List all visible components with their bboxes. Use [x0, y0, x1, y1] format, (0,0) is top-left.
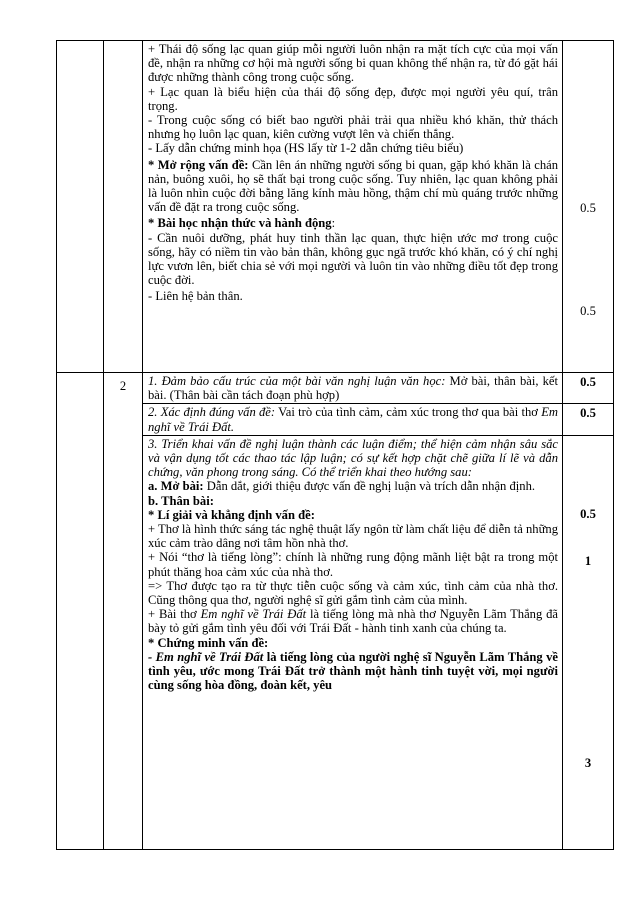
poem-title: Em nghĩ về Trái Đất	[200, 607, 307, 622]
body-heading: b. Thân bài:	[148, 493, 214, 508]
score-value: 0.5	[580, 304, 596, 318]
explain-text: + Thơ là hình thức sáng tác nghệ thuật lấy ngôn từ làm chất liệu để diễn tả những xúc cảm trào dâng nơi tâm hồn nhà thơ.	[148, 522, 558, 551]
criterion-title: 2. Xác định đúng vấn đề:	[148, 405, 276, 420]
optimism-paragraph: + Thái độ sống lạc quan giúp mỗi người luôn nhận ra mặt tích cực của mọi vấn đề, nhận ra những cơ hội mà người sống bi quan không thể nhận ra, từ đó gặt hái được những thành công trong cuộc sống.	[148, 42, 558, 85]
lesson-text: - Cần nuôi dưỡng, phát huy tinh thần lạc quan, thực hiện ước mơ trong cuộc sống, hãy có niềm tin vào bản thân, không gục ngã trước khó khăn, có ý chí nghị lực vươn lên, biết chia sẻ với mọi người và luôn tin vào những điều tốt đẹp trong cuộc đời.	[148, 230, 558, 288]
intro-text: Dẫn dắt, giới thiệu được vấn đề nghị luận và trích dẫn nhận định.	[203, 479, 536, 494]
optimism-paragraph: - Lấy dẫn chứng minh họa (HS lấy từ 1-2 dẫn chứng tiêu biểu)	[148, 141, 464, 156]
optimism-paragraph: + Lạc quan là biểu hiện của thái độ sống đẹp, được mọi người yêu quí, trân trọng.	[148, 84, 558, 113]
section-cell	[57, 373, 104, 850]
question-number-cell	[104, 41, 143, 373]
criterion-title: 3. Triển khai vấn đề nghị luận thành các luận điểm; thể hiện cảm nhận sâu sắc và vận dụng tốt các thao tác lập luận; có sự kết hợp chặt chẽ giữa lí lẽ và dẫn chứng, văn phong trong sáng. Có thể triển khai theo hướng sau:	[148, 436, 558, 480]
score-value: 0.5	[580, 201, 596, 215]
score-value: 1	[584, 553, 592, 568]
prove-text: là tiếng lòng của người nghệ sĩ Nguyễn Lãm Thắng về tình yêu, ước mong Trái Đất trở thành một hành tinh tuyệt vời, mọi người cùng sống hòa đồng, đoàn kết, yêu	[148, 649, 559, 693]
score-value: 0.5	[580, 406, 596, 421]
table-row	[57, 373, 614, 404]
question-number: 2	[119, 379, 127, 393]
optimism-paragraph: - Trong cuộc sống có biết bao người phải trải qua nhiều khó khăn, thử thách nhưng họ luôn lạc quan, kiên cường vượt lên và chiến thắng.	[148, 113, 558, 142]
criterion-text: Mở bài, thân bài, kết bài. (Thân bài cần tách đoạn phù hợp)	[148, 374, 558, 403]
expand-text: Cần lên án những người sống bi quan, gặp khó khăn là chán nản, buông xuôi, họ sẽ thất bại trong cuộc sống. Tuy nhiên, lạc quan không phải là luôn nhìn cuộc đời bằng lăng kính màu hồng, thậm chí mù quáng trước những vấn đề đặt ra trong cuộc sống.	[148, 157, 558, 215]
contact-text: - Liên hệ bản thân.	[148, 289, 243, 304]
criterion-title: 1. Đảm bảo cấu trúc của một bài văn nghị luận văn học:	[148, 374, 446, 388]
expand-paragraph	[148, 158, 558, 215]
poem-title: Em nghĩ về Trái Đất.	[148, 405, 558, 434]
score-cell	[563, 404, 614, 435]
grading-table	[56, 40, 614, 850]
explain-text: => Thơ được tạo ra từ thực tiễn cuộc sống và cảm xúc, tình cảm của nhà thơ. Cũng thông qua thơ, người nghệ sĩ gửi gắm tình cảm của mình.	[148, 578, 558, 608]
intro-heading: a. Mở bài:	[148, 479, 204, 494]
score-value: 0.5	[580, 375, 596, 389]
question-number-cell	[104, 373, 143, 850]
content-cell	[143, 373, 563, 404]
content-cell	[143, 404, 563, 435]
score-cell	[563, 373, 614, 404]
section-cell	[57, 41, 104, 373]
explain-heading: * Lí giải và khẳng định vấn đề:	[148, 507, 315, 522]
table-row	[57, 41, 614, 373]
poem-title: Em nghĩ về Trái Đất	[155, 649, 264, 664]
score-value: 0.5	[580, 506, 596, 521]
explain-text: + Nói “thơ là tiếng lòng”: chính là những rung động mãnh liệt bật ra trong một phút thăng hoa cảm xúc của nhà thơ.	[148, 550, 558, 579]
content-cell: 3. Triển khai vấn đề nghị luận thành các luận điểm; thể hiện cảm nhận sâu sắc và vận dụng tốt các thao tác lập luận; có sự kết hợp chặt chẽ giữa lí lẽ và dẫn chứng, văn phong trong sáng. Có thể triển khai theo hướng sau: a. Mở bài: Dẫn dắt, giới thiệu được vấn đề nghị luận và trích dẫn nhận định. b. Thân bài: * Lí giải và khẳng định vấn đề: + Thơ là hình thức sáng tác nghệ thuật lấy ngôn từ làm chất liệu để diễn tả những xúc cảm trào dâng nơi tâm hồn nhà thơ. + Nói “thơ là tiếng lòng”: chính là những rung động mãnh liệt bật ra trong một phút thăng hoa cảm xúc của nhà thơ. => Thơ được tạo ra từ thực tiễn cuộc sống và cảm xúc, tình cảm của nhà thơ. Cũng thông qua thơ, người nghệ sĩ gửi gắm tình cảm của mình. + Bài thơ Em nghĩ về Trái Đất là tiếng lòng mà nhà thơ Nguyễn Lãm Thắng đã bày tỏ gửi gắm tình yêu đối với Trái Đất - hành tinh xanh của chúng ta. * Chứng minh vấn đề: - Em nghĩ về Trái Đất là tiếng lòng của người nghệ sĩ Nguyễn Lãm Thắng về tình yêu, ước mong Trái Đất trở thành một hành tinh tuyệt vời, mọi người cùng sống hòa đồng, đoàn kết, yêu	[143, 435, 563, 849]
criterion-text: Vai trò của tình cảm, cảm xúc trong thơ qua bài thơ	[275, 405, 542, 420]
lesson-heading: * Bài học nhận thức và hành động	[148, 216, 332, 231]
prove-heading: * Chứng minh vấn đề:	[148, 635, 269, 650]
lesson-heading-line: * Bài học nhận thức và hành động:	[148, 216, 336, 231]
score-cell	[563, 41, 614, 373]
expand-heading: * Mở rộng vấn đề:	[148, 157, 249, 172]
score-cell	[563, 435, 614, 849]
content-cell	[143, 41, 563, 373]
score-value: 3	[584, 755, 592, 770]
